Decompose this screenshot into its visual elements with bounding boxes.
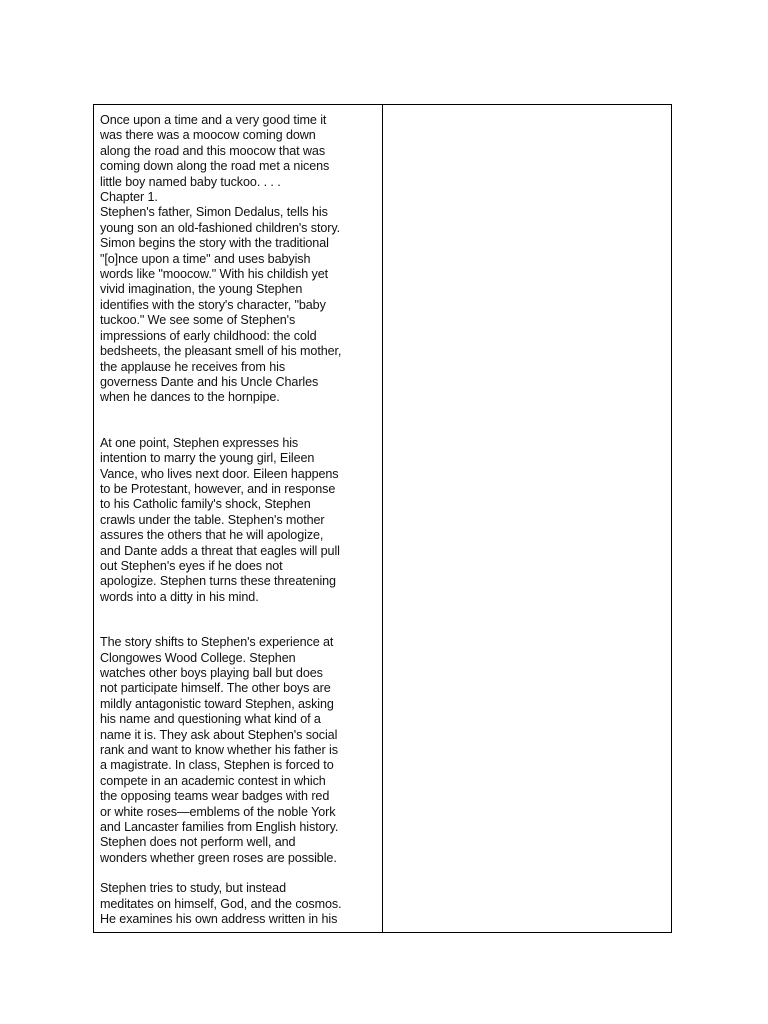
- summary-text-cell: [94, 105, 383, 932]
- paragraph-opening-and-chapter-1: Once upon a time and a very good time it was there was a moocow coming down along the road and this moocow that was coming down along the road met a nicens little boy named baby tuckoo. . . . Chapter 1. Stephen's father, Simon Dedalus, tells his young son an old-fashioned children's story. Simon begins the story with the traditional "[o]nce upon a time" and uses babyish words like "moocow." With his childish yet vivid imagination, the young Stephen identifies with the story's character, "baby tuckoo." We see some of Stephen's impressions of early childhood: the cold bedsheets, the pleasant smell of his mother, the applause he receives from his governess Dante and his Uncle Charles when he dances to the hornpipe.: [100, 113, 342, 405]
- paragraph-spacer: [100, 605, 378, 635]
- paragraph-spacer: [100, 866, 378, 881]
- paragraph-clongowes-wood: The story shifts to Stephen's experience at Clongowes Wood College. Stephen watches other boys playing ball but does not participate himself. The other boys are mildly antagonistic toward Stephen, asking his name and questioning what kind of a name it is. They ask about Stephen's social rank and want to know whether his father is a magistrate. In class, Stephen is forced to compete in an academic contest in which the opposing teams wear badges with red or white roses—emblems of the noble York and Lancaster families from English history. Stephen does not perform well, and wonders whether green roses are possible.: [100, 635, 339, 865]
- paragraph-stephen-studies: Stephen tries to study, but instead meditates on himself, God, and the cosmos. He examines his own address written in his: [100, 881, 342, 927]
- paragraph-spacer: [100, 406, 378, 436]
- paragraph-eileen-vance: At one point, Stephen expresses his intention to marry the young girl, Eileen Vance, who lives next door. Eileen happens to be Protestant, however, and in response to his Catholic family's shock, Stephen crawls under the table. Stephen's mother assures the others that he will apologize, and Dante adds a threat that eagles will pull out Stephen's eyes if he does not apologize. Stephen turns these threatening words into a ditty in his mind.: [100, 435, 340, 604]
- document-table: [93, 104, 672, 933]
- empty-notes-cell: [383, 105, 671, 932]
